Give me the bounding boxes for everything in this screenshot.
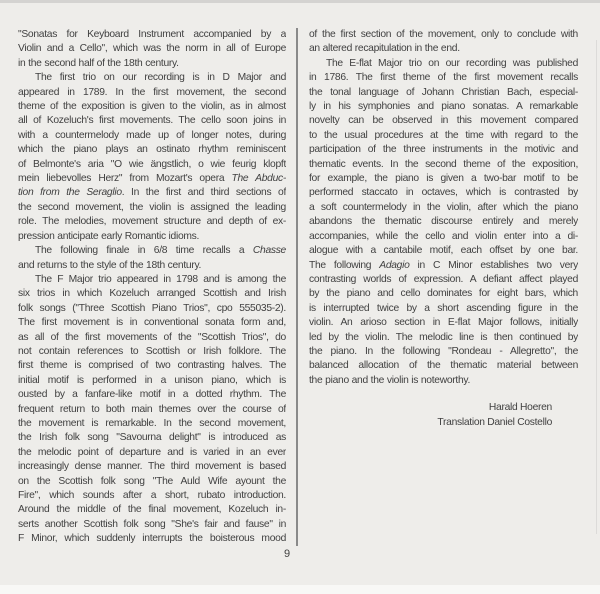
scan-right-edge	[596, 40, 597, 534]
scan-top-edge	[0, 0, 600, 3]
text-line: contrasting worlds of expression. A defiant affect played	[309, 273, 578, 285]
text-line: is interrupted twice by a short ascending figure in the	[309, 302, 578, 314]
text-line: F Minor, which suddenly interrupts the boisterous mood	[18, 533, 286, 545]
booklet-left-column	[18, 28, 286, 547]
text-line: serts another Scottish folk song "She's fair and fause" in	[18, 518, 286, 530]
text-line: The following finale in 6/8 time recalls a Chasse	[35, 245, 286, 257]
text-line: ousted by a fanfare-like motif in a dotted rhythm. The	[18, 389, 286, 401]
column-divider-rule	[296, 28, 298, 546]
text-line: led by the violin. The melodic line is then continued by	[309, 331, 578, 343]
text-line: mein liebevolles Herz" from Mozart's opera The Abduc-	[18, 173, 286, 185]
page-number: 9	[283, 548, 291, 560]
text-line: participation of the three instruments in the motivic and	[309, 144, 578, 156]
translator-credit: Translation Daniel Costello	[437, 416, 552, 428]
text-line: to the usual procedures at the time with regard to the	[309, 129, 578, 141]
scan-bottom-edge	[0, 585, 600, 594]
text-line: by the piano and cello dominates for eight bars, which	[309, 288, 578, 300]
text-line: first theme is comprised of two contrasting halves. The	[18, 360, 286, 372]
text-line: performed staccato in octaves, which is contrasted by	[309, 187, 578, 199]
text-line: an altered recapitulation in the end.	[309, 43, 460, 55]
text-line: all of Kozeluch's first movements. The cello soon joins in	[18, 115, 286, 127]
text-line: the melodic point of departure and is varied in an ever	[18, 446, 286, 458]
text-line: as all of the first movements of the "Scottish Trios", do	[18, 331, 286, 343]
text-line: the piano. In the following "Rondeau - Allegretto", the	[309, 345, 578, 357]
text-line: novelty can be observed in this movement compared	[309, 115, 578, 127]
text-line: on the Scottish folk song "The Auld Wife ayount the	[18, 475, 286, 487]
text-line: The following Adagio in C Minor establishes two very	[309, 259, 578, 271]
text-line: in 1786. The first theme of the first movement recalls	[309, 72, 578, 84]
credits-block	[437, 401, 552, 430]
text-line: Around the middle of the final movement, Kozeluch in-	[18, 504, 286, 516]
text-line: accompanies, while the cello and violin enter into a di-	[309, 230, 578, 242]
text-line: balanced allocation of the thematic material between	[309, 360, 578, 372]
text-line: of Belmonte's aria "O wie ängstlich, o wie feurig klopft	[18, 158, 286, 170]
text-line: "Sonatas for Keyboard Instrument accompanied by a	[18, 29, 286, 40]
text-line: for example, the piano is given a two-bar motif to be	[309, 173, 578, 185]
text-line: The E-flat Major trio on our recording was published	[326, 57, 578, 69]
text-line: folk songs ("Three Scottish Piano Trios", cpo 555035-2).	[18, 302, 286, 314]
text-line: with a countermelody made up of longer notes, during	[18, 129, 286, 141]
text-line: the Irish folk song "Savourna delight" is introduced as	[18, 432, 286, 444]
text-line: theme of the exposition is given to the violin, as in almost	[18, 101, 286, 113]
text-line: ly in his symphonies and piano sonatas. A remarkable	[309, 101, 578, 113]
text-line: Fire", which sounds after a short, rubato introduction.	[18, 490, 286, 501]
text-line: The first trio on our recording is in D Major and	[35, 72, 286, 84]
text-line: increasingly dense manner. The third movement is based	[18, 461, 286, 473]
text-line: frequent return to both main themes over the course of	[18, 403, 286, 415]
text-line: The first movement is in conventional sonata form and,	[18, 317, 286, 329]
text-line: abandons the thematic discourse entirely and merely	[309, 216, 578, 228]
text-line: not contain references to Scottish or Irish folklore. The	[18, 345, 286, 357]
text-line: which the piano plays an ostinato rhythm reminiscent	[18, 144, 286, 156]
text-line: thematic events. In the second theme of the exposition,	[309, 158, 578, 170]
text-line: alogue with a cantabile motif, each offset by one bar.	[309, 245, 578, 257]
text-line: pression anticipate early Romantic idioms.	[18, 230, 200, 242]
text-line: the tonal language of Johann Christian Bach, especial-	[309, 86, 578, 98]
text-line: Violin and a Cello", which was the norm in all of Europe	[18, 43, 286, 55]
text-line: The F Major trio appeared in 1798 and is among the	[35, 273, 286, 285]
text-line: the piano and the violin is noteworthy.	[309, 374, 471, 386]
text-line: initial motif is performed in a unison piano, which is	[18, 374, 286, 386]
text-line: tion from the Seraglio. In the first and third sections of	[18, 187, 286, 199]
text-line: six trios in which Kozeluch arranged Scottish and Irish	[18, 288, 286, 300]
text-line: a soft countermelody in the violin, after which the piano	[309, 201, 578, 213]
text-line: role. The melodies, movement structure and depth of ex-	[18, 216, 286, 228]
text-line: the movement is remarkable. In the second movement,	[18, 417, 286, 429]
author-credit: Harald Hoeren	[488, 402, 552, 413]
text-line: of the first section of the movement, only to conclude with	[309, 29, 578, 40]
text-line: in the second half of the 18th century.	[18, 57, 179, 69]
text-line: the second movement, the violin is assigned the leading	[18, 201, 286, 213]
text-line: violin. An arioso section in E-flat Major follows, initially	[309, 317, 578, 329]
booklet-right-column	[309, 28, 578, 388]
text-line: appeared in 1789. In the first movement, the second	[18, 86, 286, 98]
text-line: and returns to the style of the 18th century.	[18, 259, 202, 271]
